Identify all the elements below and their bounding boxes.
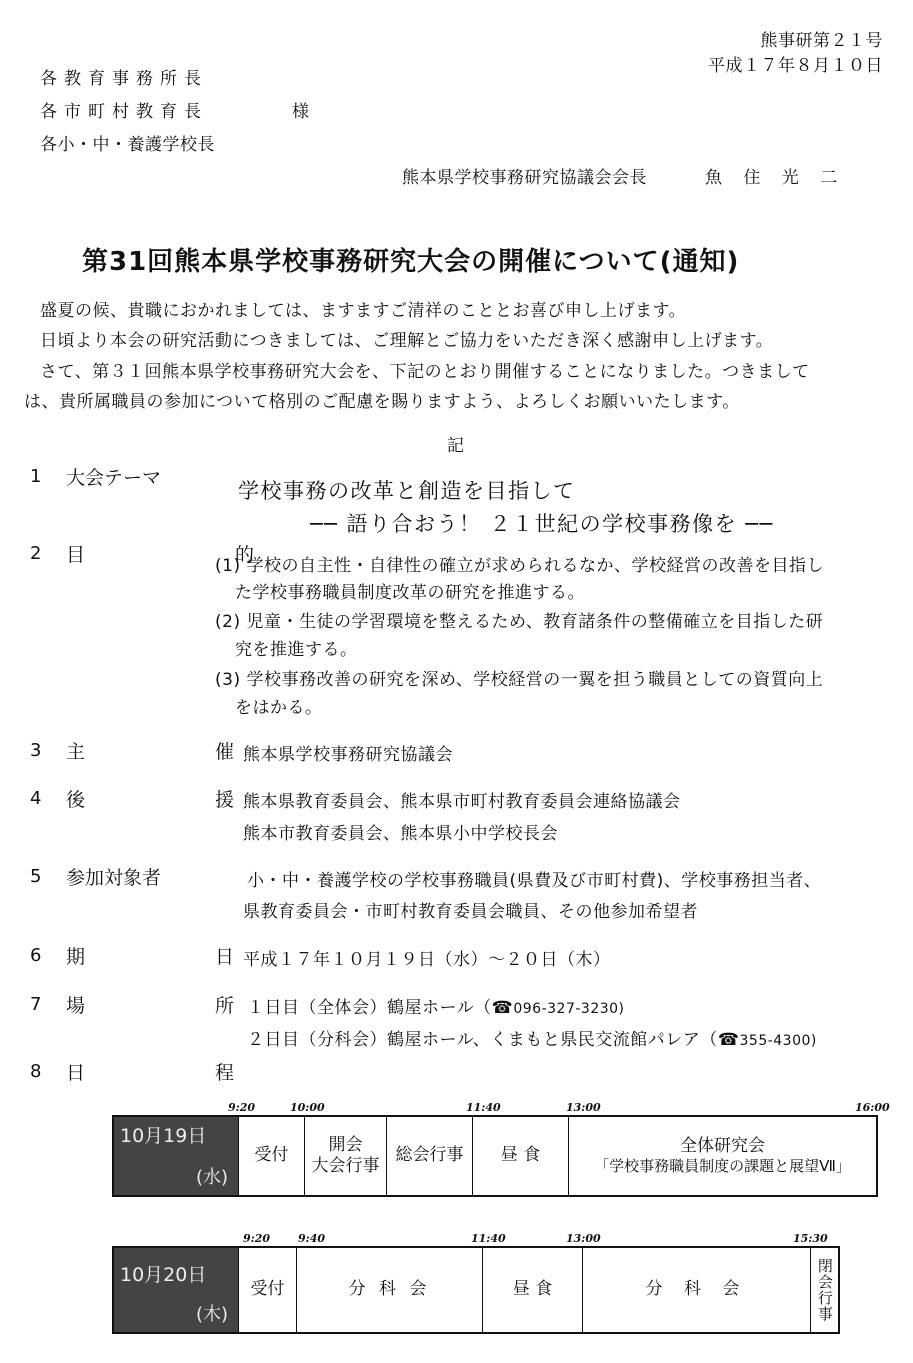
support-line-1: 熊本県教育委員会、熊本県市町村教育委員会連絡協議会 xyxy=(243,792,681,812)
venue-day1-text: １日目（全体会）鶴屋ホール（ xyxy=(247,998,492,1018)
item-2-label: 目 的 xyxy=(66,544,327,566)
purpose-line-5: (3) 学校事務改善の研究を深め、学校経営の一翼を担う職員としての資質向上 xyxy=(215,670,824,690)
item-4-label: 後 援 xyxy=(66,789,297,811)
page-title: 第31回熊本県学校事務研究大会の開催について(通知) xyxy=(82,247,740,277)
day1-time-2: 10:00 xyxy=(290,1101,325,1114)
item-8-number: 8 xyxy=(30,1061,42,1082)
item-6-label: 期 日 xyxy=(66,946,297,968)
day1-weekday: (水) xyxy=(195,1167,228,1188)
day1-reception: 受付 xyxy=(238,1117,304,1195)
purpose-line-4: 究を推進する。 xyxy=(235,640,358,660)
schedule-day2-row xyxy=(112,1246,840,1334)
item-3-label: 主 催 xyxy=(66,741,297,763)
venue-day2-phone: 355-4300) xyxy=(739,1033,817,1049)
purpose-line-2: た学校事務職員制度改革の研究を推進する。 xyxy=(235,583,585,603)
participants-line-1: 小・中・養護学校の学校事務職員(県費及び市町村費)、学校事務担当者、 xyxy=(247,871,822,891)
recipient-1: 各教育事務所長 xyxy=(40,69,208,89)
host-value: 熊本県学校事務研究協議会 xyxy=(243,745,453,765)
venue-day2 xyxy=(247,1025,817,1050)
day1-time-1: 9:20 xyxy=(228,1101,256,1114)
day2-time-5: 15:30 xyxy=(793,1232,828,1245)
theme-main: 学校事務の改革と創造を目指して xyxy=(238,479,576,503)
day2-closing-cell xyxy=(810,1248,838,1332)
day1-plenary-theme: 「学校事務職員制度の課題と展望Ⅶ」 xyxy=(594,1157,851,1176)
day2-reception: 受付 xyxy=(238,1248,296,1332)
participants-line-2: 県教育委員会・市町村教育委員会職員、その他参加希望者 xyxy=(243,902,698,922)
schedule-day1-row xyxy=(112,1115,878,1197)
honorific: 様 xyxy=(292,102,310,122)
day2-lunch: 昼 食 xyxy=(482,1248,582,1332)
venue-day2-text: ２日目（分科会）鶴屋ホール、くまもと県民交流館パレア（ xyxy=(247,1030,718,1050)
theme-sub: ── 語り合おう！ ２１世紀の学校事務像を ── xyxy=(310,512,774,536)
day1-opening: 開会 xyxy=(328,1134,363,1155)
purpose-line-3: (2) 児童・生徒の学習環境を整えるため、教育諸条件の整備確立を目指した研 xyxy=(215,612,824,632)
day1-time-5: 16:00 xyxy=(855,1101,890,1114)
day2-time-1: 9:20 xyxy=(243,1232,271,1245)
item-2-number: 2 xyxy=(30,543,42,564)
item-5-label: 参加対象者 xyxy=(66,867,162,889)
venue-day1 xyxy=(247,993,625,1018)
day1-opening-event: 大会行事 xyxy=(311,1156,380,1176)
ki-heading: 記 xyxy=(447,436,465,456)
support-line-2: 熊本市教育委員会、熊本県小中学校長会 xyxy=(243,824,558,844)
day1-opening-cell xyxy=(304,1117,386,1195)
item-4-number: 4 xyxy=(30,788,42,809)
body-line-2: 日頃より本会の研究活動につきましては、ご理解とご協力をいただき深く感謝申し上げます。 xyxy=(40,331,774,351)
day2-time-4: 13:00 xyxy=(566,1232,601,1245)
day1-time-3: 11:40 xyxy=(466,1101,501,1114)
day2-time-2: 9:40 xyxy=(298,1232,326,1245)
sender-name: 魚 住 光 二 xyxy=(705,168,846,188)
document-number: 熊事研第２１号 xyxy=(760,31,883,51)
document-date: 平成１７年８月１０日 xyxy=(708,56,883,76)
item-3-number: 3 xyxy=(30,740,42,761)
item-7-label: 場 所 xyxy=(66,995,297,1017)
phone-icon: ☎ xyxy=(717,1030,740,1050)
day1-time-4: 13:00 xyxy=(566,1101,601,1114)
item-1-label: 大会テーマ xyxy=(66,467,162,489)
day1-plenary-cell xyxy=(568,1117,876,1195)
day1-lunch: 昼 食 xyxy=(472,1117,568,1195)
day2-date: 10月20日 xyxy=(120,1264,207,1286)
body-line-1: 盛夏の候、貴職におかれましては、ますますご清祥のこととお喜び申し上げます。 xyxy=(40,301,687,321)
day1-date-cell xyxy=(114,1117,238,1195)
day2-session-2: 分 科 会 xyxy=(582,1248,810,1332)
day1-date: 10月19日 xyxy=(120,1125,207,1147)
recipient-3: 各小・中・養護学校長 xyxy=(40,135,215,155)
day1-plenary: 全体研究会 xyxy=(680,1136,765,1156)
recipient-2: 各市町村教育長 xyxy=(40,102,208,122)
phone-icon: ☎ xyxy=(491,998,514,1018)
purpose-line-6: をはかる。 xyxy=(235,698,323,718)
item-7-number: 7 xyxy=(30,994,42,1015)
day1-general-meeting: 総会行事 xyxy=(386,1117,472,1195)
day2-date-cell xyxy=(114,1248,238,1332)
item-6-number: 6 xyxy=(30,945,42,966)
day2-session-1: 分 科 会 xyxy=(296,1248,482,1332)
day2-time-3: 11:40 xyxy=(471,1232,506,1245)
item-8-label: 日 程 xyxy=(66,1062,297,1084)
body-line-4: は、貴所属職員の参加について格別のご配慮を賜りますよう、よろしくお願いいたします。 xyxy=(24,392,740,412)
item-1-number: 1 xyxy=(30,466,42,487)
dates-value: 平成１７年１０月１９日（水）～２０日（木） xyxy=(243,950,611,970)
body-line-3: さて、第３１回熊本県学校事務研究大会を、下記のとおり開催することになりました。つきまして xyxy=(40,362,810,382)
item-5-number: 5 xyxy=(30,866,42,887)
purpose-line-1: (1) 学校の自主性・自律性の確立が求められるなか、学校経営の改善を目指し xyxy=(215,556,824,576)
sender-title: 熊本県学校事務研究協議会会長 xyxy=(402,168,647,188)
day2-closing: 閉会行事 xyxy=(815,1258,834,1322)
venue-day1-phone: 096-327-3230) xyxy=(513,1001,625,1017)
day2-weekday: (木) xyxy=(195,1304,228,1325)
